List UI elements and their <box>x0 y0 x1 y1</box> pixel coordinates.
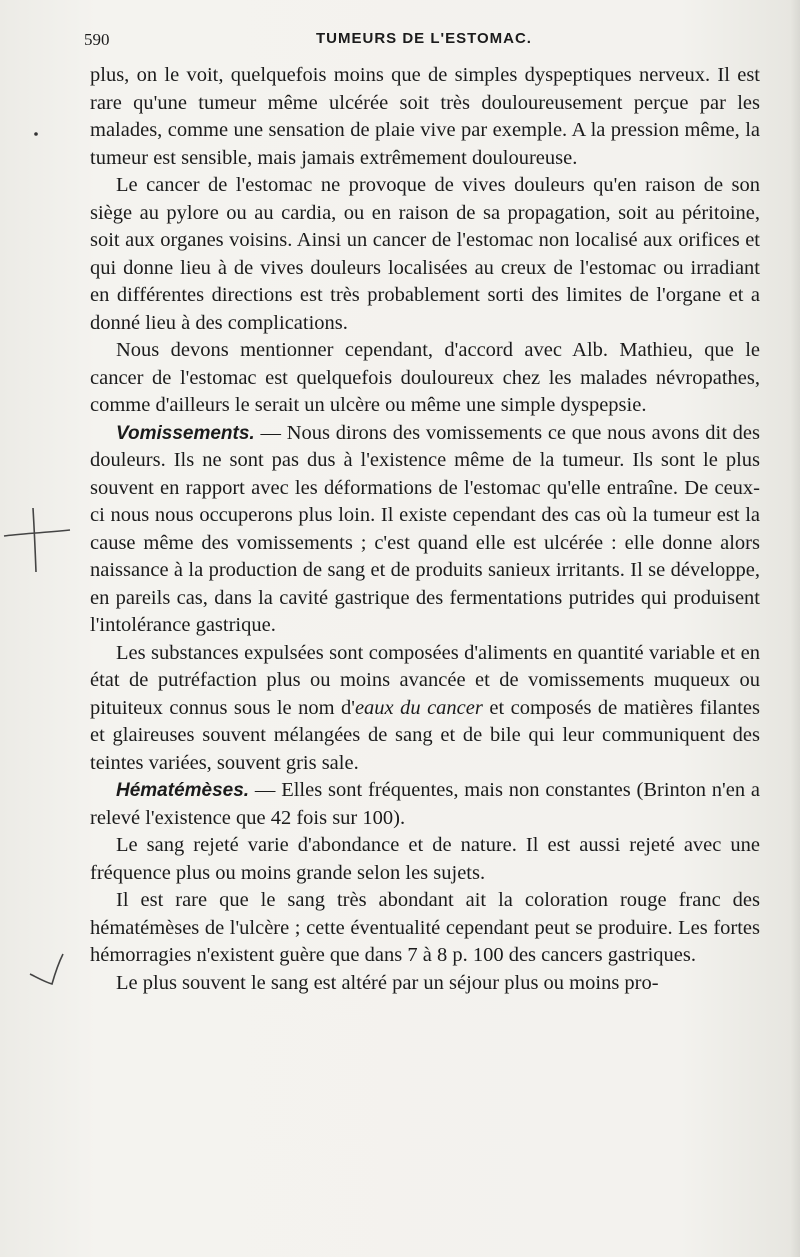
paragraph-text: plus, on le voit, quelquefois moins que de simples dyspeptiques nerveux. Il est rare qu'une tumeur même ulcérée soit très douloureusement perçue par les malades, comme une sensation de plaie vive par exemple. A la pression même, la tumeur est sensible, mais jamais extrêmement douloureuse. <box>90 64 760 169</box>
emphasis-eaux-du-cancer: eaux du cancer <box>354 696 483 719</box>
paragraph-text: Le sang rejeté varie d'abondance et de nature. Il est aussi rejeté avec une fréquence plus ou moins grande selon les sujets. <box>90 834 760 884</box>
paragraph-sang-altere <box>90 970 760 998</box>
page-number: 590 <box>84 30 110 49</box>
paragraph-text: Nous devons mentionner cependant, d'accord avec Alb. Mathieu, que le cancer de l'estomac est quelquefois douloureux chez les malades névropathes, comme d'ailleurs le serait un ulcère ou même une simple dyspepsie. <box>90 339 760 416</box>
body-text <box>90 62 760 997</box>
paragraph-substances <box>90 640 760 778</box>
paragraph-text: — Elles sont fréquentes, mais non constantes (Brinton n'en a relevé l'existence que 42 fois sur 100). <box>90 779 760 829</box>
paragraph-text: Le plus souvent le sang est altéré par un séjour plus ou moins pro- <box>116 971 659 994</box>
handwritten-cross-mark-icon <box>0 500 80 580</box>
running-head: TUMEURS DE L'ESTOMAC. <box>316 30 532 47</box>
paragraph-pain-continued <box>90 62 760 172</box>
paragraph-text: Le cancer de l'estomac ne provoque de vives douleurs qu'en raison de son siège au pylore ou au cardia, ou en raison de sa propagation, soit au péritoine, soit aux organes voisins. Ainsi un cancer de l'estomac non localisé aux orifices et qui donne lieu à de vives douleurs localisées au creux de l'estomac ou irradiant en différentes directions est très probablement sorti des limites de l'organe et a donné lieu à des complications. <box>90 174 760 334</box>
paragraph-mathieu <box>90 337 760 420</box>
page-edge-shadow <box>790 0 800 1257</box>
section-title-vomissements: Vomissements. <box>116 422 255 444</box>
paragraph-text: Les substances expulsées sont composées d'aliments en quantité variable et en état de putréfaction plus ou moins avancée et de vomissements muqueux ou pituiteux connus sous le nom d' <box>90 641 760 719</box>
paragraph-rouge-franc <box>90 887 760 970</box>
ink-dot-icon <box>0 120 60 150</box>
handwritten-check-mark-icon <box>0 950 80 1010</box>
paragraph-vomissements <box>90 420 760 640</box>
paragraph-text: Il est rare que le sang très abondant ait la coloration rouge franc des hématémèses de l'ulcère ; cette éventualité cependant peut se produire. Les fortes hémorragies n'existent guère que dans 7 à 8 p. 100 des cancers gastriques. <box>90 889 760 966</box>
paragraph-sang-rejete <box>90 832 760 887</box>
section-title-hematemeses: Hématémèses. <box>116 780 250 801</box>
paragraph-hematemeses <box>90 777 760 832</box>
page-header <box>84 28 764 58</box>
paragraph-cancer-pain <box>90 172 760 337</box>
paragraph-text-after: et composés de matières filantes et glaireuses souvent mélangées de sang et de bile qui leur communiquent des teintes variées, souvent gris sale. <box>90 696 760 774</box>
paragraph-text: — Nous dirons des vomissements ce que nous avons dit des douleurs. Ils ne sont pas dus à l'existence même de la tumeur. Ils sont le plus souvent en rapport avec les déformations de l'estomac qu'elle entraîne. De ceux-ci nous nous occuperons plus loin. Il existe cependant des cas où la tumeur est la cause même des vomissements ; c'est quand elle est ulcérée : elle donne alors naissance à la production de sang et de produits sanieux irritants. Il se développe, en pareils cas, dans la cavité gastrique des fermentations putrides qui produisent l'intolérance gastrique. <box>90 421 760 636</box>
